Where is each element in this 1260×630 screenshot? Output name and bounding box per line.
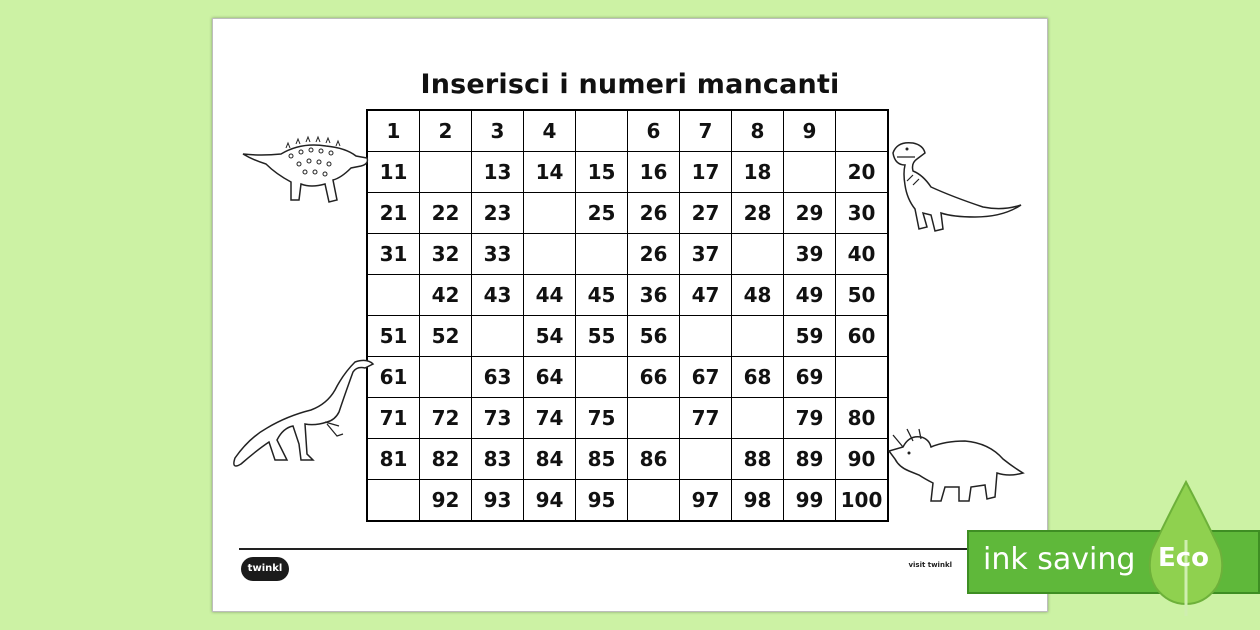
- grid-cell-empty[interactable]: [680, 316, 732, 357]
- grid-cell: 29: [784, 193, 836, 234]
- trex-illustration: [883, 135, 1023, 235]
- grid-cell: 27: [680, 193, 732, 234]
- grid-cell: 59: [784, 316, 836, 357]
- grid-cell-empty[interactable]: [576, 357, 628, 398]
- grid-cell: 93: [472, 480, 524, 522]
- grid-cell: 79: [784, 398, 836, 439]
- worksheet-title: Inserisci i numeri mancanti: [420, 69, 840, 100]
- grid-cell: 16: [628, 152, 680, 193]
- grid-cell: 50: [836, 275, 889, 316]
- grid-cell: 7: [680, 110, 732, 152]
- grid-cell: 84: [524, 439, 576, 480]
- grid-cell: 28: [732, 193, 784, 234]
- grid-cell: 95: [576, 480, 628, 522]
- grid-cell: 83: [472, 439, 524, 480]
- ankylosaurus-illustration: [241, 134, 371, 209]
- grid-cell: 90: [836, 439, 889, 480]
- grid-row: [367, 110, 888, 152]
- grid-cell: 21: [367, 193, 420, 234]
- grid-cell-empty[interactable]: [784, 152, 836, 193]
- grid-cell: 22: [420, 193, 472, 234]
- grid-row: [367, 193, 888, 234]
- grid-row: [367, 357, 888, 398]
- grid-cell: 100: [836, 480, 889, 522]
- grid-cell: 13: [472, 152, 524, 193]
- grid-cell-empty[interactable]: [576, 110, 628, 152]
- grid-cell: 56: [628, 316, 680, 357]
- grid-cell: 36: [628, 275, 680, 316]
- grid-cell: 54: [524, 316, 576, 357]
- grid-cell: 94: [524, 480, 576, 522]
- triceratops-illustration: [885, 427, 1025, 507]
- grid-cell: 64: [524, 357, 576, 398]
- grid-cell-empty[interactable]: [576, 234, 628, 275]
- grid-cell: 9: [784, 110, 836, 152]
- grid-cell: 33: [472, 234, 524, 275]
- grid-cell-empty[interactable]: [732, 398, 784, 439]
- grid-row: [367, 398, 888, 439]
- footer-visit-text: visit twinkl: [908, 561, 952, 569]
- grid-cell-empty[interactable]: [367, 275, 420, 316]
- grid-cell-empty[interactable]: [836, 110, 889, 152]
- grid-cell-empty[interactable]: [836, 357, 889, 398]
- twinkl-logo: twinkl: [241, 557, 289, 581]
- worksheet-page: [212, 18, 1048, 612]
- grid-row: [367, 316, 888, 357]
- grid-cell: 73: [472, 398, 524, 439]
- number-grid: [366, 109, 889, 522]
- grid-row: [367, 275, 888, 316]
- grid-row: [367, 439, 888, 480]
- grid-cell-empty[interactable]: [367, 480, 420, 522]
- grid-cell: 82: [420, 439, 472, 480]
- grid-cell: 42: [420, 275, 472, 316]
- grid-cell: 55: [576, 316, 628, 357]
- grid-cell: 80: [836, 398, 889, 439]
- grid-cell: 32: [420, 234, 472, 275]
- grid-cell: 77: [680, 398, 732, 439]
- grid-cell: 81: [367, 439, 420, 480]
- grid-cell: 1: [367, 110, 420, 152]
- grid-cell: 4: [524, 110, 576, 152]
- grid-cell: 74: [524, 398, 576, 439]
- grid-cell-empty[interactable]: [680, 439, 732, 480]
- badge-label: ink saving: [983, 542, 1136, 577]
- grid-cell-empty[interactable]: [732, 234, 784, 275]
- grid-cell: 48: [732, 275, 784, 316]
- grid-cell: 75: [576, 398, 628, 439]
- grid-cell: 23: [472, 193, 524, 234]
- grid-cell: 63: [472, 357, 524, 398]
- grid-cell: 66: [628, 357, 680, 398]
- grid-cell: 88: [732, 439, 784, 480]
- grid-cell: 14: [524, 152, 576, 193]
- grid-cell-empty[interactable]: [732, 316, 784, 357]
- grid-cell: 71: [367, 398, 420, 439]
- grid-row: [367, 152, 888, 193]
- grid-cell: 49: [784, 275, 836, 316]
- grid-cell: 51: [367, 316, 420, 357]
- grid-cell: 30: [836, 193, 889, 234]
- grid-cell: 89: [784, 439, 836, 480]
- grid-cell: 17: [680, 152, 732, 193]
- grid-cell: 44: [524, 275, 576, 316]
- grid-cell: 3: [472, 110, 524, 152]
- grid-cell: 61: [367, 357, 420, 398]
- grid-cell: 6: [628, 110, 680, 152]
- eco-label: Eco: [1158, 543, 1210, 573]
- grid-cell: 18: [732, 152, 784, 193]
- grid-cell: 39: [784, 234, 836, 275]
- grid-row: [367, 234, 888, 275]
- grid-cell: 11: [367, 152, 420, 193]
- grid-cell: 60: [836, 316, 889, 357]
- grid-cell: 40: [836, 234, 889, 275]
- grid-cell-empty[interactable]: [524, 193, 576, 234]
- grid-cell: 31: [367, 234, 420, 275]
- grid-cell: 67: [680, 357, 732, 398]
- grid-cell: 99: [784, 480, 836, 522]
- grid-cell: 86: [628, 439, 680, 480]
- grid-cell: 20: [836, 152, 889, 193]
- grid-cell: 26: [628, 193, 680, 234]
- grid-cell: 2: [420, 110, 472, 152]
- grid-cell-empty[interactable]: [420, 357, 472, 398]
- grid-cell-empty[interactable]: [472, 316, 524, 357]
- grid-cell: 72: [420, 398, 472, 439]
- grid-cell: 47: [680, 275, 732, 316]
- footer-rule: [239, 548, 1021, 550]
- grid-cell: 92: [420, 480, 472, 522]
- grid-cell: 98: [732, 480, 784, 522]
- grid-cell-empty[interactable]: [628, 398, 680, 439]
- grid-cell-empty[interactable]: [524, 234, 576, 275]
- grid-cell: 52: [420, 316, 472, 357]
- grid-row: [367, 480, 888, 522]
- gallimimus-illustration: [227, 354, 377, 474]
- grid-cell: 8: [732, 110, 784, 152]
- grid-cell-empty[interactable]: [420, 152, 472, 193]
- grid-cell: 25: [576, 193, 628, 234]
- grid-cell: 68: [732, 357, 784, 398]
- grid-cell: 85: [576, 439, 628, 480]
- grid-cell: 69: [784, 357, 836, 398]
- grid-cell: 43: [472, 275, 524, 316]
- grid-cell: 45: [576, 275, 628, 316]
- grid-cell: 37: [680, 234, 732, 275]
- grid-cell: 15: [576, 152, 628, 193]
- grid-cell-empty[interactable]: [628, 480, 680, 522]
- grid-cell: 26: [628, 234, 680, 275]
- grid-cell: 97: [680, 480, 732, 522]
